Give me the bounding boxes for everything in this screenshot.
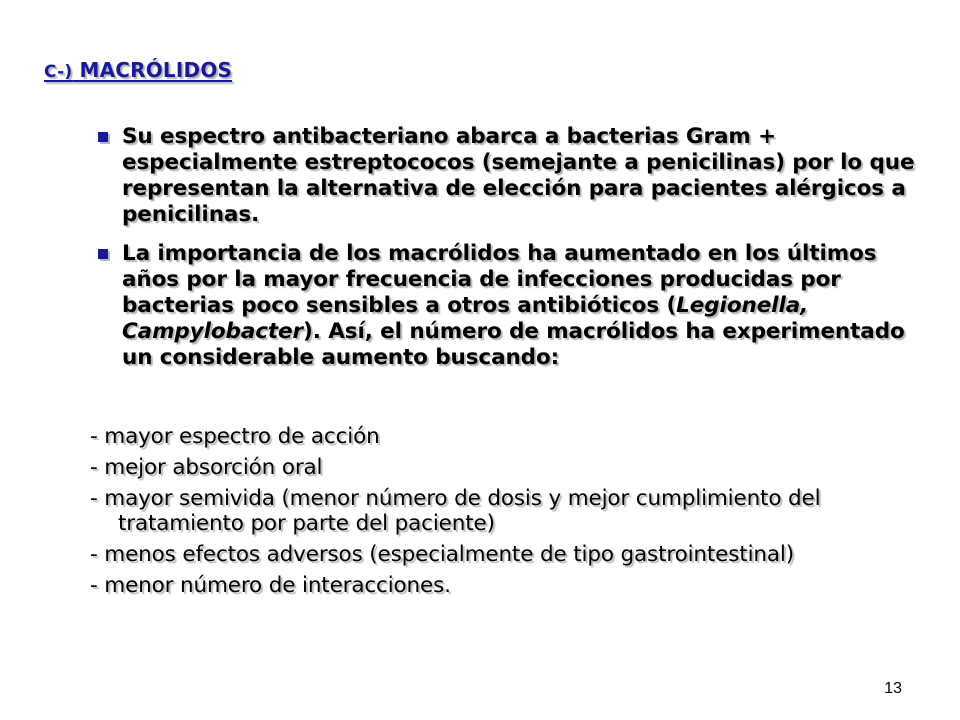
- bullet-item: [90, 124, 920, 228]
- title-prefix: C-): [44, 62, 73, 82]
- dash-item: - mejor absorción oral: [90, 455, 323, 480]
- bullet-italic-text: Legionella, Campylobacter: [122, 293, 809, 344]
- page-number: 13: [884, 680, 902, 697]
- bullet-text-part: Su espectro antibacteriano abarca a bacterias Gram + especialmente estreptococos (semejante a penicilinas) por lo que representan la alternativa de elección para pacientes alérgicos a penicilinas.: [122, 124, 915, 227]
- dash-item: - mayor semivida (menor número de dosis y mejor cumplimiento del tratamiento por parte del paciente): [90, 486, 821, 536]
- bullet-text-part: ). Así, el número de macrólidos ha experimentado un considerable aumento buscando:: [122, 319, 905, 370]
- bullet-text-part: La importancia de los macrólidos ha aumentado en los últimos años por la mayor frecuencia de infecciones producidas por bacterias poco sensibles a otros antibióticos (: [122, 241, 877, 318]
- dash-item: - menos efectos adversos (especialmente de tipo gastrointestinal): [90, 542, 794, 567]
- slide-title: [44, 58, 232, 82]
- bullet-text: [122, 124, 914, 227]
- bullet-item: [90, 241, 920, 371]
- title-text: MACRÓLIDOS: [79, 58, 233, 82]
- dash-item: - menor número de interacciones.: [90, 573, 451, 598]
- dash-list: [90, 424, 920, 604]
- bullet-list: [90, 124, 920, 384]
- dash-item: - mayor espectro de acción: [90, 424, 380, 449]
- square-bullet-icon: [98, 132, 108, 142]
- bullet-text: [122, 241, 905, 370]
- square-bullet-icon: [98, 249, 108, 259]
